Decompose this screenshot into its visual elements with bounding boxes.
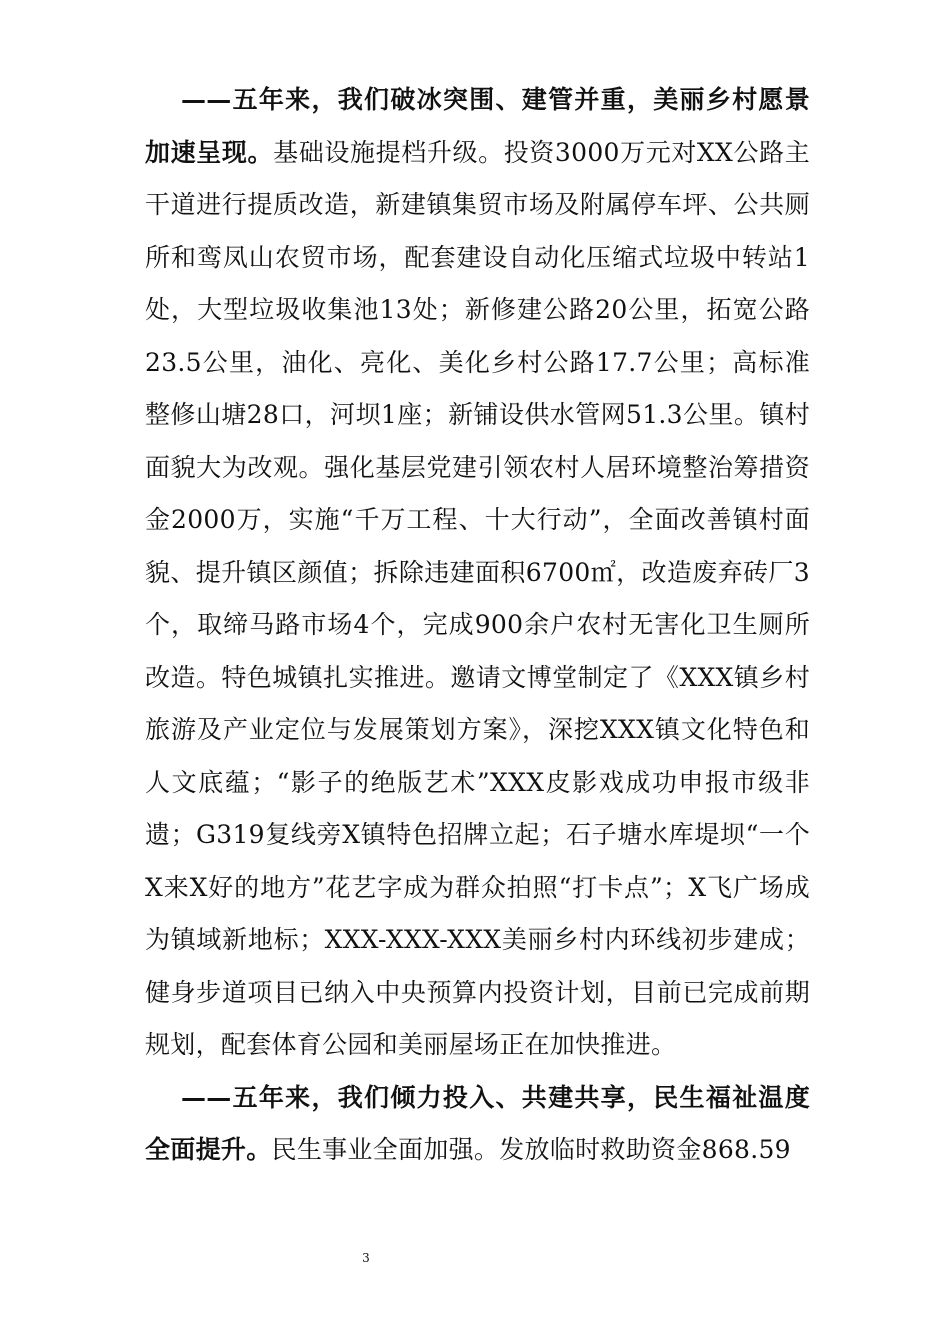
page-number: 3 (362, 1251, 370, 1265)
paragraph-2-text: 民生事业全面加强。发放临时救助资金868.59 (271, 1135, 791, 1164)
paragraph-2-lead: ——五年来，我们倾力投入、共建共享，民生福祉温度全面提升。 (145, 1082, 810, 1164)
paragraph-1-lead: ——五年来，我们破冰突围、建管并重，美丽乡村愿景加速呈现。 (145, 85, 810, 167)
paragraph-2 (145, 1072, 810, 1177)
body-text (145, 74, 810, 1177)
paragraph-1 (145, 74, 810, 1072)
paragraph-1-text: 基础设施提档升级。投资3000万元对XX公路主干道进行提质改造，新建镇集贸市场及附属停车坪、公共厕所和鸾凤山农贸市场，配套建设自动化压缩式垃圾中转站1处，大型垃圾收集池13处；新修建公路20公里，拓宽公路23.5公里，油化、亮化、美化乡村公路17.7公里；高标准整修山塘28口，河坝1座；新铺设供水管网51.3公里。镇村面貌大为改观。强化基层党建引领农村人居环境整治筹措资金2000万，实施“千万工程、十大行动”，全面改善镇村面貌、提升镇区颜值；拆除违建面积6700㎡，改造废弃砖厂3个，取缔马路市场4个，完成900余户农村无害化卫生厕所改造。特色城镇扎实推进。邀请文博堂制定了《XXX镇乡村旅游及产业定位与发展策划方案》，深挖XXX镇文化特色和人文底蕴；“影子的绝版艺术”XXX皮影戏成功申报市级非遗；G319复线旁X镇特色招牌立起；石子塘水库堤坝“一个X来X好的地方”花艺字成为群众拍照“打卡点”；X飞广场成为镇域新地标；XXX-XXX-XXX美丽乡村内环线初步建成；健身步道项目已纳入中央预算内投资计划，目前已完成前期规划，配套体育公园和美丽屋场正在加快推进。 (145, 137, 810, 1059)
